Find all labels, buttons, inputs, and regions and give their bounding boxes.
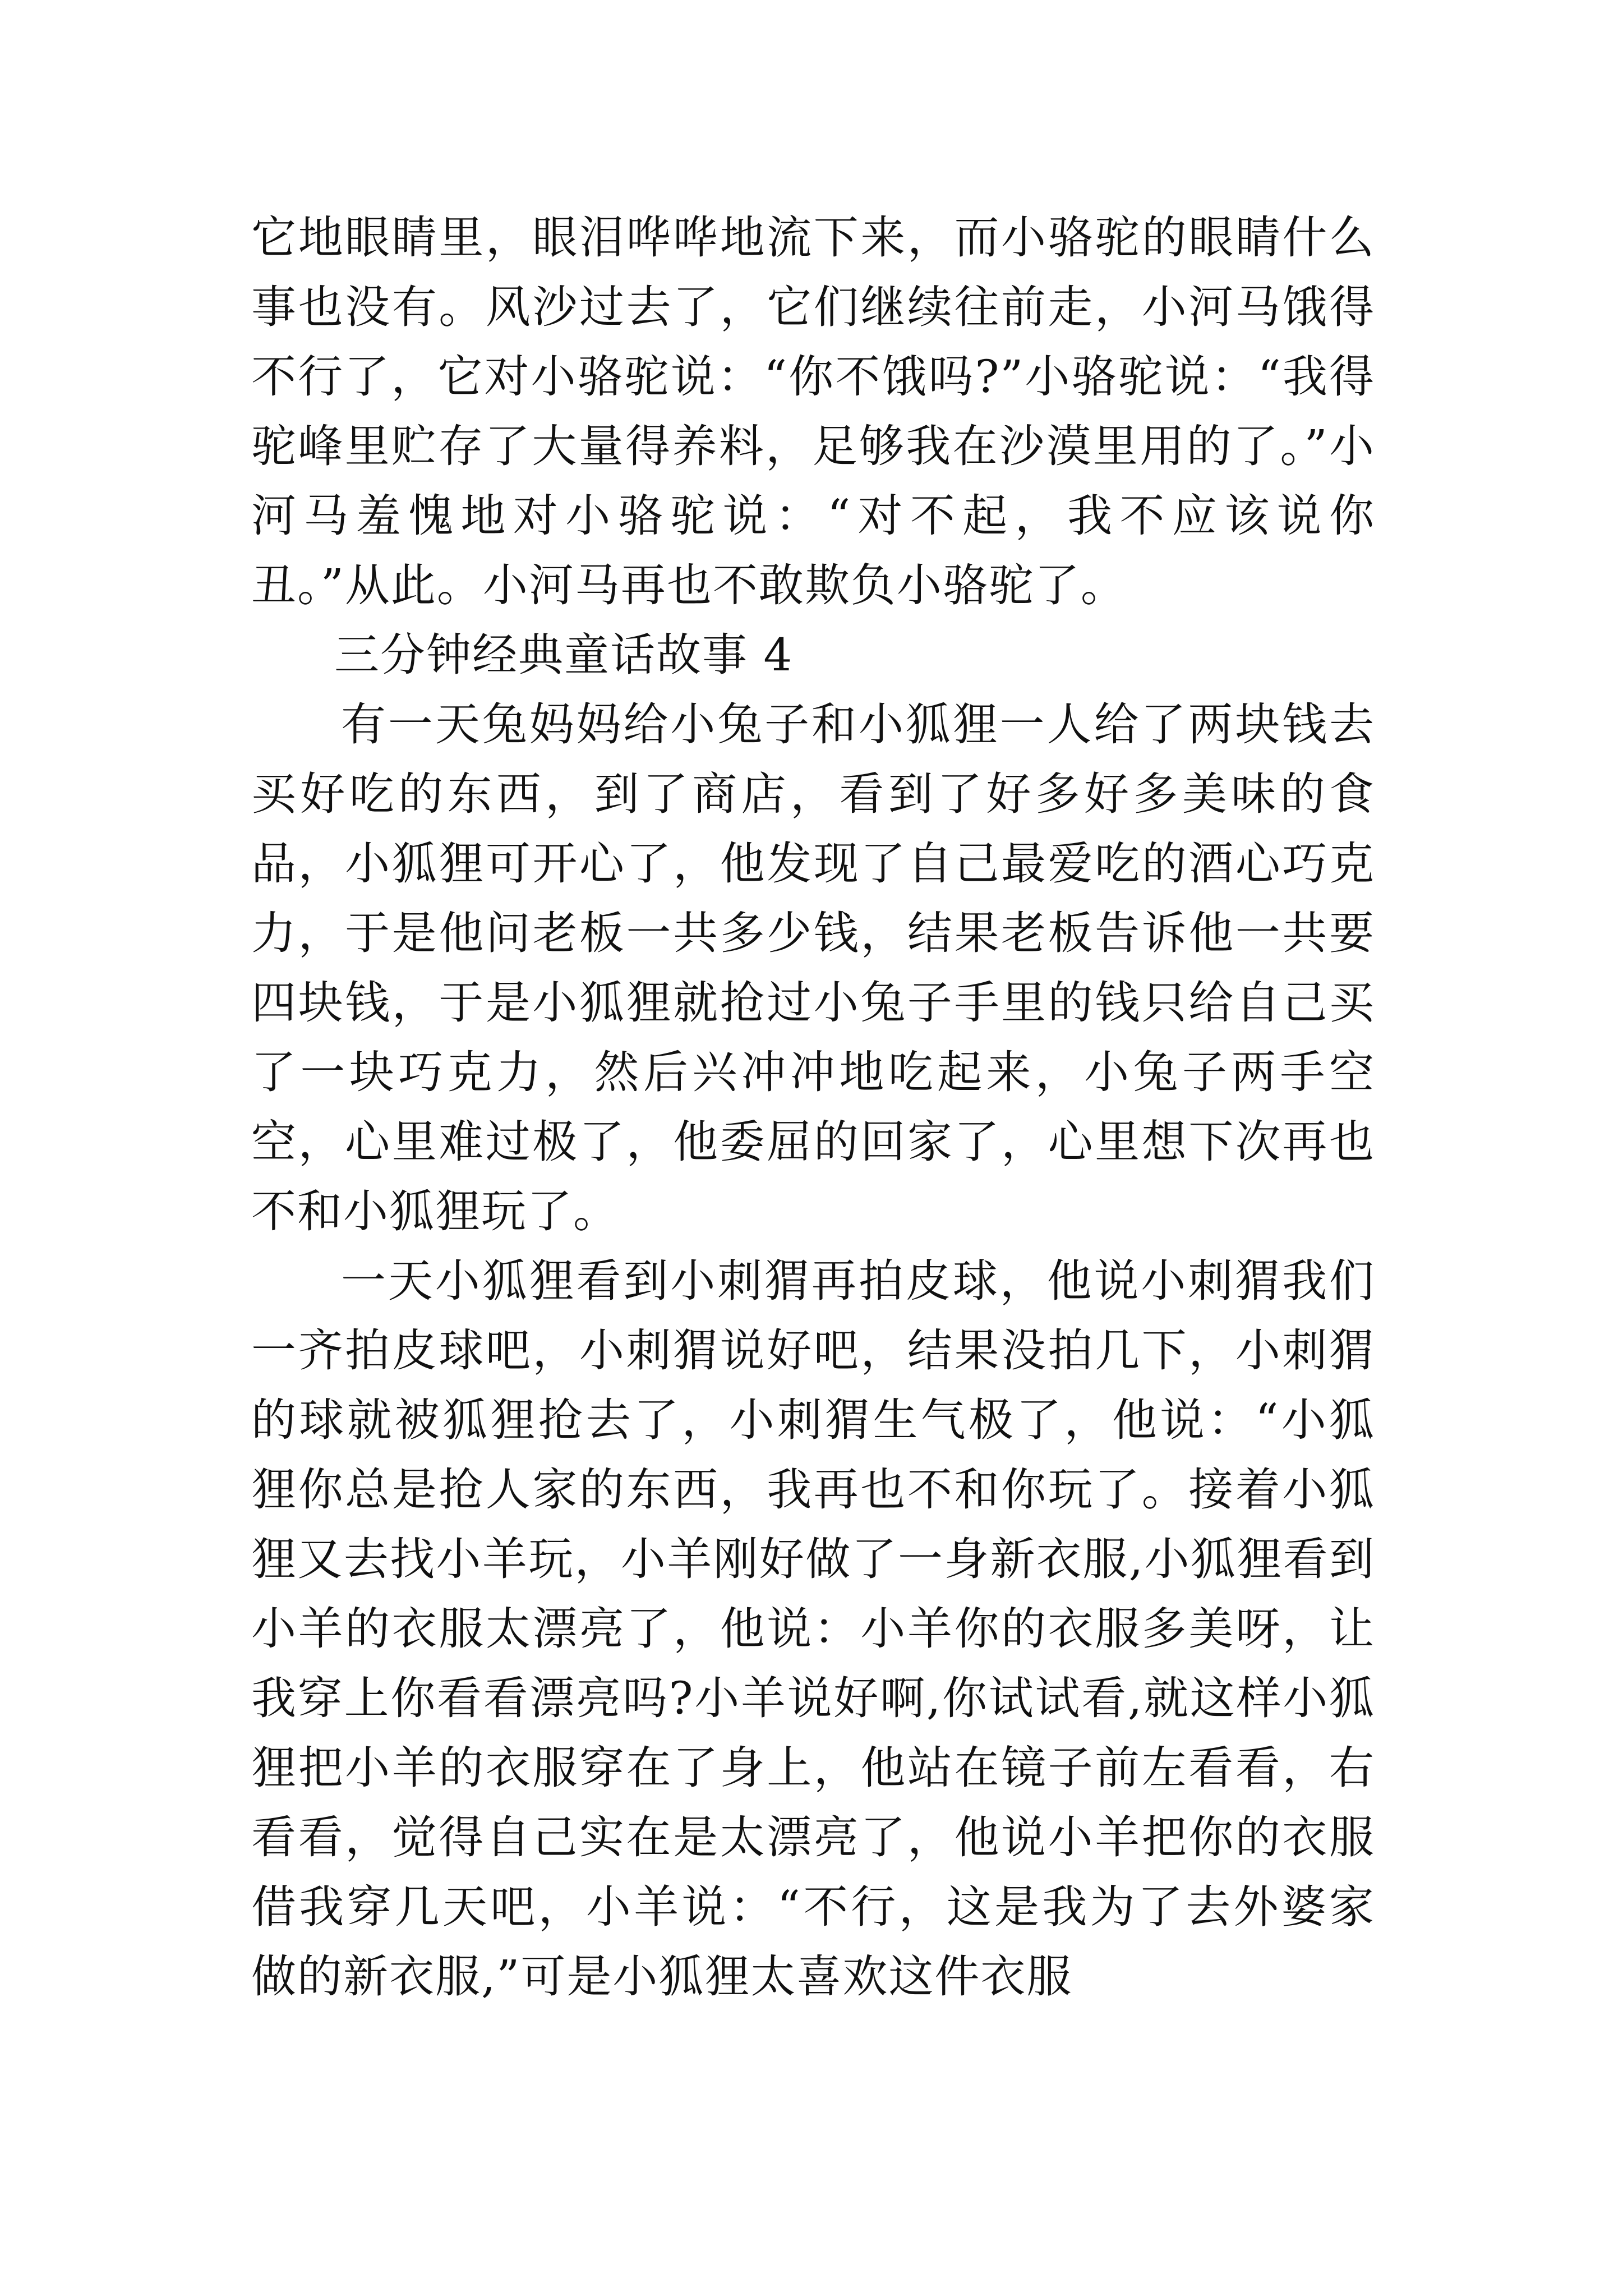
story-paragraph-2: 一天小狐狸看到小刺猬再拍皮球，他说小刺猬我们一齐拍皮球吧，小刺猬说好吧，结果没拍几下，小刺猬的球就被狐狸抢去了，小刺猬生气极了，他说：“小狐狸你总是抢人家的东西，我再也不和你玩了。接着小狐狸又去找小羊玩，小羊刚好做了一身新衣服,小狐狸看到小羊的衣服太漂亮了，他说：小羊你的衣服多美呀，让我穿上你看看漂亮吗?小羊说好啊,你试试看,就这样小狐狸把小羊的衣服穿在了身上，他站在镜子前左看看，右看看，觉得自己实在是太漂亮了，他说小羊把你的衣服借我穿几天吧，小羊说：“不行，这是我为了去外婆家做的新衣服,”可是小狐狸太喜欢这件衣服 [251,1255,1375,2003]
story-heading: 三分钟经典童话故事 4 [334,629,794,681]
document-body [251,203,1375,2012]
paragraph-continued: 它地眼睛里，眼泪哗哗地流下来，而小骆驼的眼睛什么事也没有。风沙过去了，它们继续往前走，小河马饿得不行了，它对小骆驼说：“你不饿吗?”小骆驼说：“我得驼峰里贮存了大量得养料，足够我在沙漠里用的了。”小河马羞愧地对小骆驼说：“对不起，我不应该说你丑。”从此。小河马再也不敢欺负小骆驼了。 [251,211,1375,611]
story-paragraph-1: 有一天兔妈妈给小兔子和小狐狸一人给了两块钱去买好吃的东西，到了商店，看到了好多好多美味的食品，小狐狸可开心了，他发现了自己最爱吃的酒心巧克力，于是他问老板一共多少钱，结果老板告诉他一共要四块钱，于是小狐狸就抢过小兔子手里的钱只给自己买了一块巧克力，然后兴冲冲地吃起来，小兔子两手空空，心里难过极了，他委屈的回家了，心里想下次再也不和小狐狸玩了。 [251,698,1375,1237]
